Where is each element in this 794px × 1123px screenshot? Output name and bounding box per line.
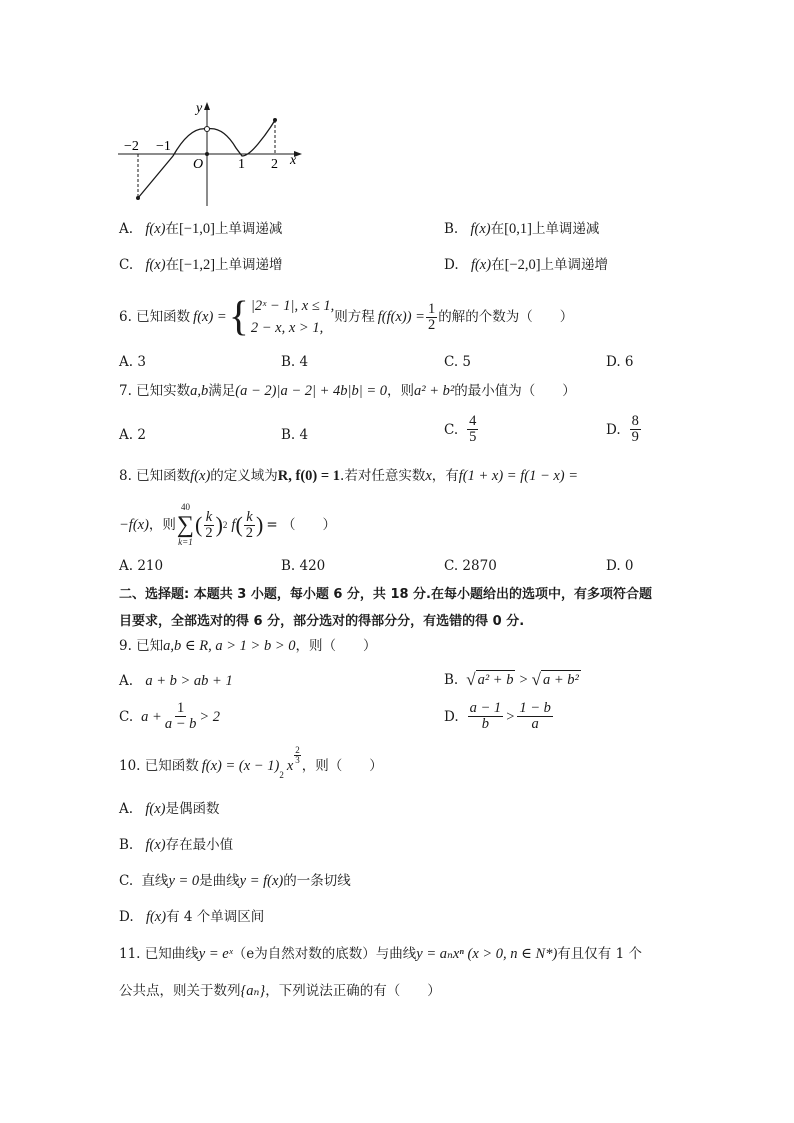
q11-stem-line1: 11. 已知曲线y = eˣ（e为自然对数的底数）与曲线y = aₙxⁿ (x > 0, n ∈ N*)有且仅有 1 个 [119, 946, 642, 962]
q8-stem-line1: 8. 已知函数f(x)的定义域为R, f(0) = 1.若对任意实数x，有f(1 + x) = f(1 − x) = [119, 468, 579, 484]
function-graph [118, 96, 308, 208]
q6-option-d: D. 6 [606, 354, 634, 370]
graph-tick-2: 2 [271, 157, 278, 172]
q10-stem: 10. 已知函数 f(x) = (x − 1) 2 x $\frac{2}{3}$ ，则（ ） [119, 745, 383, 780]
q11-stem-line2: 公共点，则关于数列{aₙ}，下列说法正确的有（ ） [119, 983, 441, 999]
graph-tick-neg1: −1 [156, 139, 171, 154]
q5-option-d: D. f(x)在[−2,0]上单调递增 [444, 257, 609, 273]
q9-stem: 9. 已知a,b ∈ R, a > 1 > b > 0，则（ ） [119, 638, 377, 654]
q5-option-a: A. f(x)在[−1,0]上单调递减 [119, 221, 283, 237]
q7-option-c: C. $\frac{4}{5}$ [444, 413, 477, 445]
q6-option-a: A. 3 [119, 354, 146, 370]
q7-option-a: A. 2 [119, 427, 146, 443]
q8-stem-line2: −f(x) ，则 40 ∑ k=1 ( $\frac{k}{2}$ ) 2 f ( $\frac{k}{2}$ ) = （ ） [119, 502, 336, 547]
q10-option-c: C. 直线y = 0是曲线y = f(x)的一条切线 [119, 873, 351, 889]
q8-option-a: A. 210 [119, 558, 164, 574]
q9-option-c: C. a + $\frac{1}{a - b}$ > 2 [119, 700, 221, 732]
section2-heading-line1: 二、选择题: 本题共 3 小题，每小题 6 分，共 18 分.在每小题给出的选项中，有多项符合题 [119, 587, 653, 602]
q7-stem: 7. 已知实数a,b满足(a − 2)|a − 2| + 4b|b| = 0，则a² + b²的最小值为（ ） [119, 383, 576, 399]
graph-x-label: x [290, 153, 297, 168]
q5-option-c: C. f(x)在[−1,2]上单调递增 [119, 257, 283, 273]
q10-option-d: D. f(x)有 4 个单调区间 [119, 909, 265, 925]
q8-option-b: B. 420 [281, 558, 326, 574]
q6-option-c: C. 5 [444, 354, 472, 370]
q9-option-b: B. √ a² + b > √ a + b² [444, 669, 579, 689]
graph-tick-1: 1 [238, 157, 245, 172]
graph-y-label: y [196, 101, 203, 116]
q5-option-b: B. f(x)在[0,1]上单调递减 [444, 221, 600, 237]
q6-stem: 6. 已知函数 f(x) = { |2ˣ − 1|, x ≤ 1, 2 − x, x > 1, 则方程 f(f(x)) = $\frac{1}{2}$ 的解的个数为（ ） [119, 294, 574, 340]
q8-option-c: C. 2870 [444, 558, 497, 574]
graph-origin-label: O [193, 157, 204, 172]
q6-option-b: B. 4 [281, 354, 309, 370]
graph-tick-neg2: −2 [124, 139, 139, 154]
q7-option-d: D. $\frac{8}{9}$ [606, 413, 639, 445]
q9-option-d: D. $\frac{a - 1}{b}$ > $\frac{1 - b}{a}$ [444, 700, 551, 732]
q7-option-b: B. 4 [281, 427, 309, 443]
q9-option-a: A. a + b > ab + 1 [119, 673, 233, 689]
q8-option-d: D. 0 [606, 558, 634, 574]
q10-option-a: A. f(x)是偶函数 [119, 801, 220, 817]
section2-heading-line2: 目要求，全部选对的得 6 分，部分选对的得部分分，有选错的得 0 分. [119, 614, 525, 629]
q10-option-b: B. f(x)存在最小值 [119, 837, 234, 853]
